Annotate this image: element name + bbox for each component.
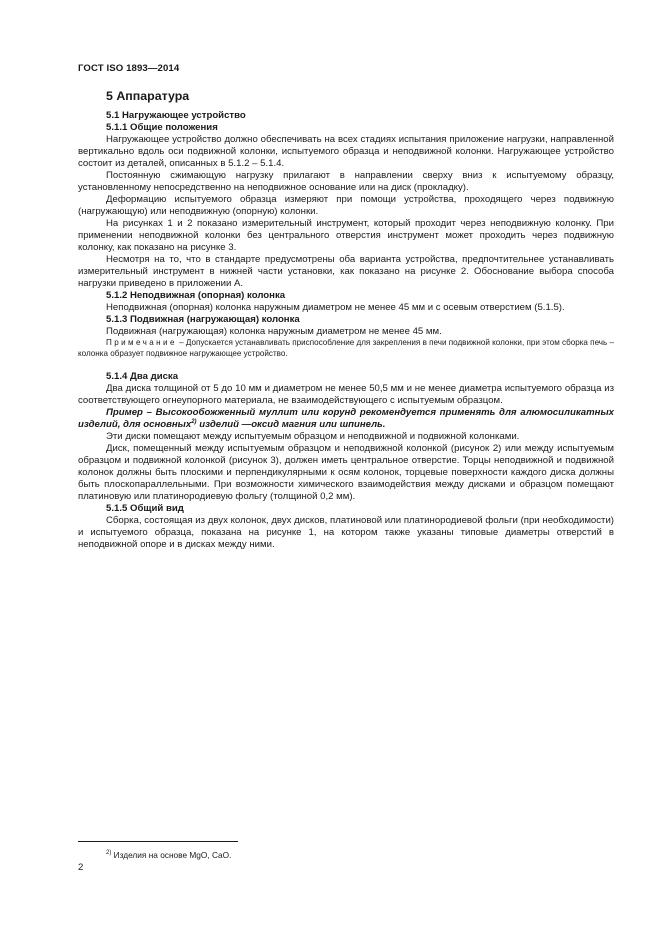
paragraph: Постоянную сжимающую нагрузку прилагают в направлении сверху вниз к испытуемому образцу, установленному непосредственно на неподвижное основание или на диск (прокладку). — [78, 170, 614, 193]
example-text-b: изделий —оксид магния или шпинель. — [196, 419, 386, 430]
subsection-5-1-5-title: 5.1.5 Общий вид — [106, 503, 184, 514]
footnote-text: Изделия на основе MgO, CaO. — [111, 850, 232, 860]
document-body — [78, 110, 614, 551]
note-text: – Допускается устанавливать приспособление для закрепления в печи подвижной колонки, при этом сборка печь – колонка образует подвижное нагружающее устройство. — [78, 338, 614, 358]
paragraph: Сборка, состоящая из двух колонок, двух дисков, платиновой или платинородиевой фольги (при необходимости) и испытуемого образца, показана на рисунке 1, на котором также указаны типовые диаметры отверстий в неподвижной опоре и в дисках между ними. — [78, 515, 614, 550]
page-number: 2 — [78, 862, 84, 873]
section-title: 5 Аппаратура — [106, 89, 190, 103]
subsection-5-1-1-title: 5.1.1 Общие положения — [106, 122, 218, 133]
paragraph: Неподвижная (опорная) колонка наружным диаметром не менее 45 мм и с осевым отверстием (5.1.5). — [106, 302, 565, 313]
subsection-5-1-4-title: 5.1.4 Два диска — [106, 371, 179, 382]
subsection-5-1-title: 5.1 Нагружающее устройство — [106, 110, 246, 121]
paragraph: Два диска толщиной от 5 до 10 мм и диаметром не менее 50,5 мм и не менее диаметра испытуемого образца из соответствующего огнеупорного материала, не взаимодействующего с испытуемым образцом. — [78, 383, 614, 406]
footnote-ref: 2) — [191, 419, 197, 425]
paragraph: Эти диски помещают между испытуемым образцом и неподвижной и подвижной колонками. — [106, 431, 520, 442]
paragraph: Несмотря на то, что в стандарте предусмотрены оба варианта устройства, предпочтительнее устанавливать измерительный инструмент в нижней части установки, как показано на рисунке 2. Обоснование выбора способа нагрузки приведено в приложении А. — [78, 254, 614, 289]
example — [78, 407, 614, 431]
spacer — [78, 359, 614, 371]
document-header: ГОСТ ISO 1893—2014 — [78, 63, 180, 74]
subsection-5-1-3-title: 5.1.3 Подвижная (нагружающая) колонка — [106, 314, 300, 325]
footnote — [106, 850, 231, 860]
footnote-separator — [78, 841, 238, 842]
note — [78, 338, 614, 359]
footnote-mark: 2) — [106, 850, 112, 856]
paragraph: Деформацию испытуемого образца измеряют при помощи устройства, проходящего через подвижную (нагружающую) или неподвижную (опорную) колонки. — [78, 194, 614, 217]
paragraph: Нагружающее устройство должно обеспечивать на всех стадиях испытания приложение нагрузки, направленной вертикально вдоль оси подвижной колонки, испытуемого образца и неподвижной колонки. Нагружающее устройство состоит из деталей, описанных в 5.1.2 – 5.1.4. — [78, 134, 614, 169]
paragraph: Подвижная (нагружающая) колонка наружным диаметром не менее 45 мм. — [106, 326, 442, 337]
subsection-5-1-2-title: 5.1.2 Неподвижная (опорная) колонка — [106, 290, 286, 301]
note-label: Примечание — [106, 338, 177, 347]
paragraph: Диск, помещенный между испытуемым образцом и неподвижной колонкой (рисунок 2) или между испытуемым образцом и подвижной колонкой (рисунок 3), должен иметь центральное отверстие. Торцы неподвижной и подвижной колонок должны быть плоскими и перпендикулярными к осям колонок, торцевые поверхности каждого диска должны быть плоскопараллельными. При возможности химического взаимодействия между дисками и образцом помещают платиновую или платинородиевую фольгу (толщиной 0,2 мм). — [78, 443, 614, 502]
paragraph: На рисунках 1 и 2 показано измерительный инструмент, который проходит через неподвижную колонку. При применении неподвижной колонки без центрального отверстия инструмент может проходить через подвижную колонку, как показано на рисунке 3. — [78, 218, 614, 253]
example-text-a: Пример – Высокообожженный муллит или корунд рекомендуется применять для алюмосиликатных изделий, для основных — [78, 407, 614, 430]
